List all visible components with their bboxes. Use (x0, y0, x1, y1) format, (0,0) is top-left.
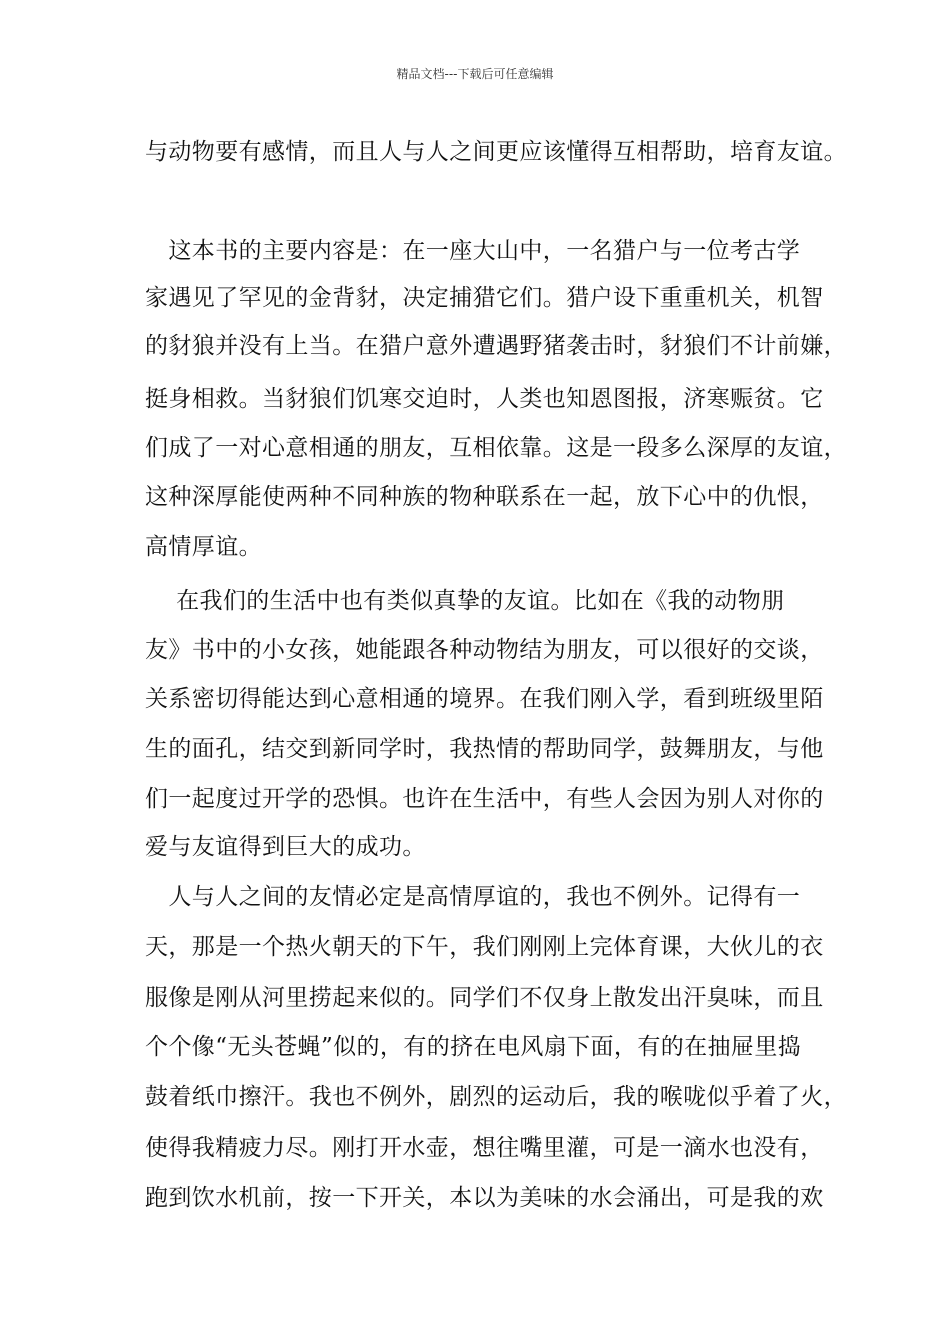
text-line: 鼓着纸巾擦汗。我也不例外，剧烈的运动后，我的喉咙似乎着了火， (145, 1084, 847, 1110)
text-line: 生的面孔，结交到新同学时，我热情的帮助同学，鼓舞朋友，与他 (145, 736, 824, 762)
text-line: 们一起度过开学的恐惧。也许在生活中，有些人会因为别人对你的 (145, 786, 824, 812)
text-line: 这本书的主要内容是：在一座大山中，一名猎户与一位考古学 (145, 238, 801, 264)
text-line: 的豺狼并没有上当。在猎户意外遭遇野猪袭击时，豺狼们不计前嫌， (145, 333, 847, 359)
text-line: 在我们的生活中也有类似真挚的友谊。比如在《我的动物朋 (145, 588, 785, 614)
text-line: 跑到饮水机前，按一下开关，本以为美味的水会涌出，可是我的欢 (145, 1185, 824, 1211)
text-line: 天，那是一个热火朝天的下午，我们刚刚上完体育课，大伙儿的衣 (145, 934, 824, 960)
text-line: 高情厚谊。 (145, 534, 262, 560)
text-line: 个个像“无头苍蝇”似的，有的挤在电风扇下面，有的在抽屉里捣 (145, 1034, 802, 1060)
text-line: 家遇见了罕见的金背豺，决定捕猎它们。猎户设下重重机关，机智 (145, 285, 824, 311)
text-line: 挺身相救。当豺狼们饥寒交迫时，人类也知恩图报，济寒赈贫。它 (145, 386, 824, 412)
text-line: 人与人之间的友情必定是高情厚谊的，我也不例外。记得有一 (145, 884, 801, 910)
text-line: 与动物要有感情，而且人与人之间更应该懂得互相帮助，培育友谊。 (145, 139, 847, 165)
text-line: 们成了一对心意相通的朋友，互相依靠。这是一段多么深厚的友谊， (145, 435, 847, 461)
text-line: 关系密切得能达到心意相通的境界。在我们刚入学，看到班级里陌 (145, 686, 824, 712)
text-line: 使得我精疲力尽。刚打开水壶，想往嘴里灌，可是一滴水也没有， (145, 1135, 824, 1161)
text-line: 爱与友谊得到巨大的成功。 (145, 834, 426, 860)
text-line: 友》书中的小女孩，她能跟各种动物结为朋友，可以很好的交谈， (145, 637, 824, 663)
text-line: 这种深厚能使两种不同种族的物种联系在一起，放下心中的仇恨， (145, 484, 824, 510)
page-header: 精品文档---下载后可任意编辑 (396, 67, 554, 81)
text-line: 服像是刚从河里捞起来似的。同学们不仅身上散发出汗臭味，而且 (145, 985, 824, 1011)
